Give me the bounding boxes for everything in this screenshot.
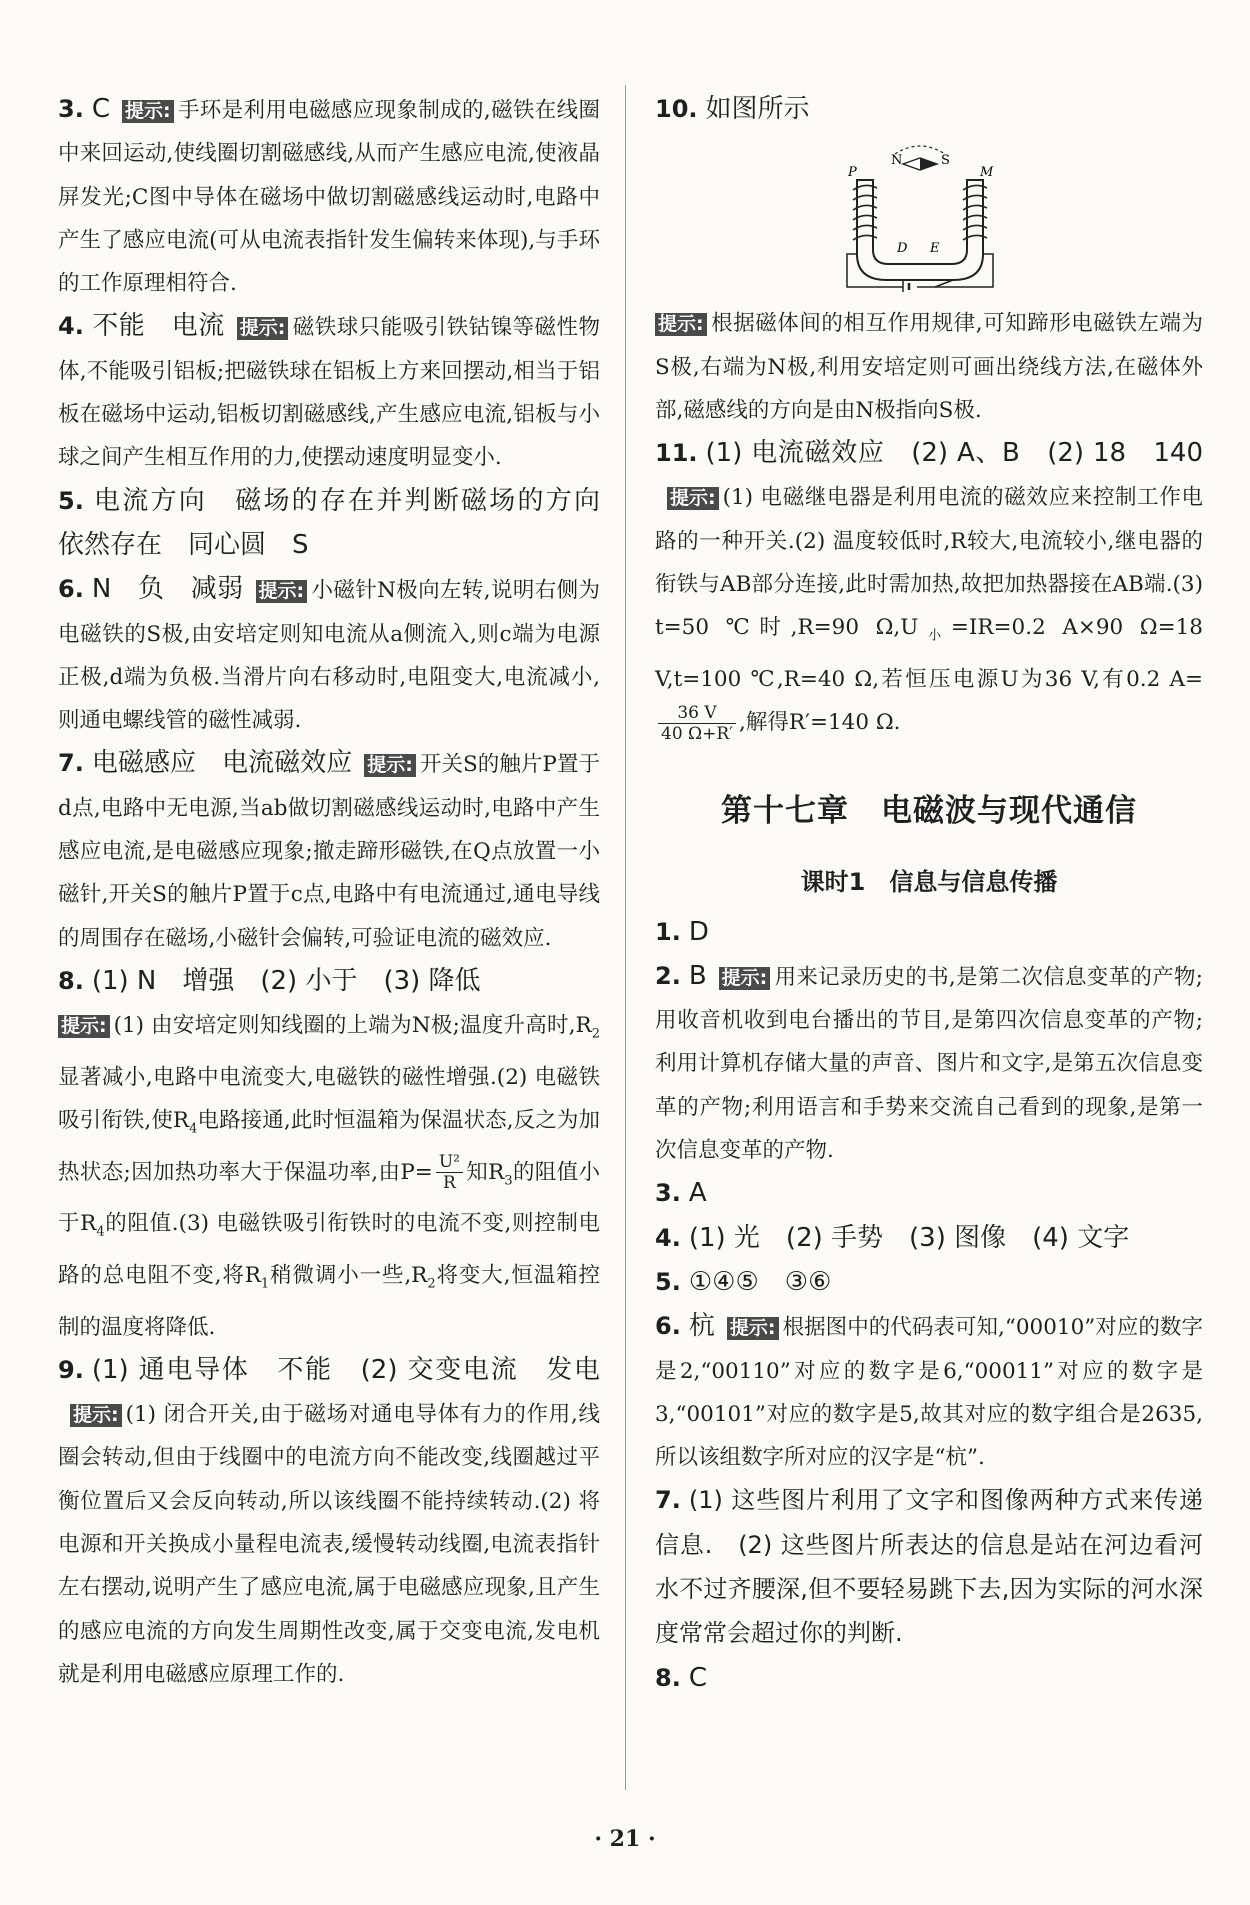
hint-label: 提示:	[667, 487, 719, 510]
hint-text: 的阻值.(3) 电磁铁吸引衔铁时的电流不变,则控制电路的总电阻不变,将R	[58, 1211, 600, 1288]
item-number: 6.	[58, 575, 84, 604]
left-column	[58, 88, 627, 1696]
answer-item-r8	[655, 1657, 1203, 1701]
hint-label: 提示:	[719, 967, 771, 990]
hint-label: 提示:	[237, 317, 289, 340]
hint-label: 提示:	[256, 580, 308, 603]
hint-text: 将变大,恒温箱控制的温度将降低.	[58, 1262, 601, 1340]
answer-item-7	[58, 742, 600, 959]
item-answer: (1) 这些图片利用了文字和图像两种方式来传递信息. (2) 这些图片所表达的信息是站在河边看河水不过齐腰深,但不要轻易跳下去,因为实际的河水深度常常会超过你的判断.	[655, 1486, 1203, 1648]
chapter-title: 第十七章 电磁波与现代通信	[721, 792, 1137, 829]
hint-text: 小磁针N极向左转,说明右侧为电磁铁的S极,由安培定则知电流从a侧流入,则c端为电源正极,d端为负极.当滑片向右移动时,电阻变大,电流减小,则通电螺线管的磁性减弱.	[58, 578, 600, 734]
answer-item-9	[58, 1349, 600, 1696]
hint-label: 提示:	[70, 1404, 122, 1427]
item-answer: C	[91, 94, 110, 124]
item-answer: 电磁感应 电流磁效应	[91, 748, 353, 779]
item-answer: A	[688, 1178, 707, 1209]
subscript: 2	[427, 1276, 436, 1292]
formula-denominator: 40 Ω+R′	[661, 723, 734, 744]
label-m: M	[980, 165, 994, 181]
hint-text: 电路接通,此时恒温箱为保温状态,反之为加热状态;因加热功率大于保温功率,由	[58, 1108, 600, 1185]
compass-needle-tip	[920, 158, 937, 170]
item-answer: C	[688, 1662, 707, 1693]
item-answer: 电流方向 磁场的存在并判断磁场的方向 依然存在 同心圆 S	[58, 485, 627, 560]
item-number: 11.	[655, 439, 698, 468]
answer-item-5	[58, 480, 627, 569]
item-number: 8.	[58, 966, 84, 995]
formula-lhs: P=	[400, 1159, 433, 1185]
hint-text: 手环是利用电磁感应现象制成的,磁铁在线圈中来回运动,使线圈切割磁感线,从而产生感应电流,使液晶屏发光;C图中导体在磁场中做切割磁感线运动时,电路中产生了感应电流(可从电流表指针发生偏转来体现),与手环的工作原理相符合.	[58, 98, 600, 297]
formula-numerator: 36 V	[658, 703, 736, 724]
item-number: 2.	[655, 961, 681, 990]
item-number: 4.	[655, 1223, 681, 1252]
item-number: 5.	[58, 486, 84, 515]
label-s: S	[941, 153, 950, 169]
answer-item-10-hint	[655, 302, 1203, 432]
subscript: 4	[96, 1224, 105, 1240]
item-number: 3.	[58, 95, 84, 123]
label-p: P	[848, 165, 857, 181]
hint-text: 稍微调小一些,R	[269, 1262, 428, 1288]
item-number: 8.	[655, 1663, 681, 1692]
item-number: 4.	[58, 312, 84, 341]
switch-icon	[935, 280, 953, 287]
item-number: 10.	[655, 95, 698, 123]
answer-item-8	[58, 960, 600, 1004]
answer-item-8-hint	[58, 1004, 600, 1349]
item-answer: (1) 通电导体 不能 (2) 交变电流 发电	[91, 1354, 600, 1385]
hint-text: (1) 由安培定则知线圈的上端为N极;温度升高时,R	[113, 1013, 592, 1039]
hint-text: 的阻值小于R	[58, 1159, 600, 1237]
electromagnet-figure	[845, 142, 995, 292]
item-answer: N 负 减弱	[91, 574, 244, 605]
item-number: 6.	[655, 1312, 681, 1341]
hint-label: 提示:	[364, 754, 416, 777]
answer-item-r7	[655, 1479, 1203, 1656]
answer-item-r5	[655, 1261, 1203, 1305]
hint-text: 显著减小,电路中电流变大,电磁铁的磁性增强.(2) 电磁铁吸引衔铁,使R	[58, 1064, 600, 1134]
subscript: 4	[189, 1121, 198, 1137]
answer-item-r6	[655, 1305, 1203, 1479]
hint-text: (1) 电磁继电器是利用电流的磁效应来控制工作电路的一种开关.(2) 温度较低时,R较大,电流较小,继电器的衔铁与AB部分连接,此时需加热,故把加热器接在AB端.(3) t=50 ℃时,R=90 Ω,U	[655, 485, 1203, 641]
formula-denominator: R	[442, 1173, 456, 1194]
circuit-wire	[847, 254, 993, 287]
item-answer: ①④⑤ ③⑥	[688, 1266, 832, 1297]
compass-arc	[895, 146, 945, 154]
answer-item-4	[58, 305, 600, 479]
hint-label: 提示:	[727, 1317, 779, 1340]
hint-text: 知R	[465, 1159, 505, 1185]
item-answer: (1) 电流磁效应 (2) A、B (2) 18 140	[705, 438, 1203, 469]
item-answer: (1) N 增强 (2) 小于 (3) 降低	[91, 965, 481, 996]
answer-item-10	[655, 88, 1203, 132]
item-answer: B	[688, 960, 707, 991]
item-answer: (1) 光 (2) 手势 (3) 图像 (4) 文字	[688, 1222, 1130, 1253]
column-divider	[625, 85, 626, 1790]
hint-text: =IR=0.2 A×90 Ω=18 V,t=100 ℃,R=40 Ω,若恒压电源U为36 V,有0.2 A=	[655, 615, 1203, 692]
item-answer: 不能 电流	[91, 311, 225, 342]
subscript: 小	[918, 628, 951, 644]
current-formula	[658, 703, 736, 744]
item-number: 1.	[655, 917, 681, 946]
item-number: 9.	[58, 1355, 84, 1384]
answer-item-r3	[655, 1172, 1203, 1216]
item-answer: D	[688, 916, 709, 947]
hint-text: 根据图中的代码表可知,“00010”对应的数字是2,“00110”对应的数字是6,“00011”对应的数字是3,“00101”对应的数字是5,故其对应的数字组合是2635,所以该组数字所对应的汉字是“杭”.	[655, 1315, 1203, 1471]
answer-item-3	[58, 88, 600, 305]
label-n: N	[891, 153, 903, 169]
hint-text: 开关S的触片P置于d点,电路中无电源,当ab做切割磁感线运动时,电路中产生感应电流,是电磁感应现象;撤走蹄形磁铁,在Q点放置一小磁针,开关S的触片P置于c点,电路中有电流通过,通电导线的周围存在磁场,小磁针会偏转,可验证电流的磁效应.	[58, 752, 600, 951]
hint-label: 提示:	[58, 1015, 110, 1038]
hint-text: 磁铁球只能吸引铁钴镍等磁性物体,不能吸引铝板;把磁铁球在铝板上方来回摆动,相当于铝板在磁场中运动,铝板切割磁感线,产生感应电流,铝板与小球之间产生相互作用的力,使摆动速度明显变小.	[58, 315, 600, 471]
item-number: 7.	[655, 1486, 681, 1515]
item-number: 3.	[655, 1179, 681, 1208]
item-number: 7.	[58, 749, 84, 778]
hint-text: 用来记录历史的书,是第二次信息变革的产物;用收音机收到电台播出的节目,是第四次信息变革的产物;利用计算机存储大量的声音、图片和文字,是第五次信息变革的产物;利用语言和手势来交流自己看到的现象,是第一次信息变革的产物.	[655, 964, 1203, 1164]
subscript: 2	[591, 1026, 600, 1042]
hint-text: ,解得R′=140 Ω.	[739, 710, 901, 736]
item-answer: 如图所示	[705, 94, 810, 124]
subscript: 1	[260, 1276, 270, 1292]
lesson-title: 课时1 信息与信息传播	[800, 867, 1058, 896]
subscript: 3	[504, 1173, 513, 1189]
item-number: 5.	[655, 1267, 681, 1296]
hint-label: 提示:	[122, 100, 174, 123]
label-d: D	[897, 241, 908, 257]
answer-item-6	[58, 568, 600, 742]
hint-text: 根据磁体间的相互作用规律,可知蹄形电磁铁左端为S极,右端为N极,利用安培定则可画出绕线方法,在磁体外部,磁感线的方向是由N极指向S极.	[655, 311, 1203, 423]
hint-text: (1) 闭合开关,由于磁场对通电导体有力的作用,线圈会转动,但由于线圈中的电流方向不能改变,线圈越过平衡位置后又会反向转动,所以该线圈不能持续转动.(2) 将电源和开关换成小量程电流表,缓慢转动线圈,电流表指针左右摆动,说明产生了感应电流,属于电磁感应现象,且产生的感应电流的方向发生周期性改变,属于交变电流,发电机就是利用电磁感应原理工作的.	[58, 1402, 600, 1687]
answer-item-r1	[655, 911, 1203, 955]
answer-item-r2	[655, 955, 1203, 1172]
right-column	[655, 88, 1203, 1701]
formula-numerator: U²	[436, 1152, 463, 1173]
label-e: E	[930, 241, 940, 257]
answer-item-r4	[655, 1217, 1203, 1261]
power-formula	[436, 1152, 463, 1193]
page-number: · 21 ·	[594, 1826, 656, 1852]
item-answer: 杭	[688, 1311, 715, 1342]
answer-item-11	[655, 432, 1203, 744]
hint-label: 提示:	[655, 313, 707, 336]
